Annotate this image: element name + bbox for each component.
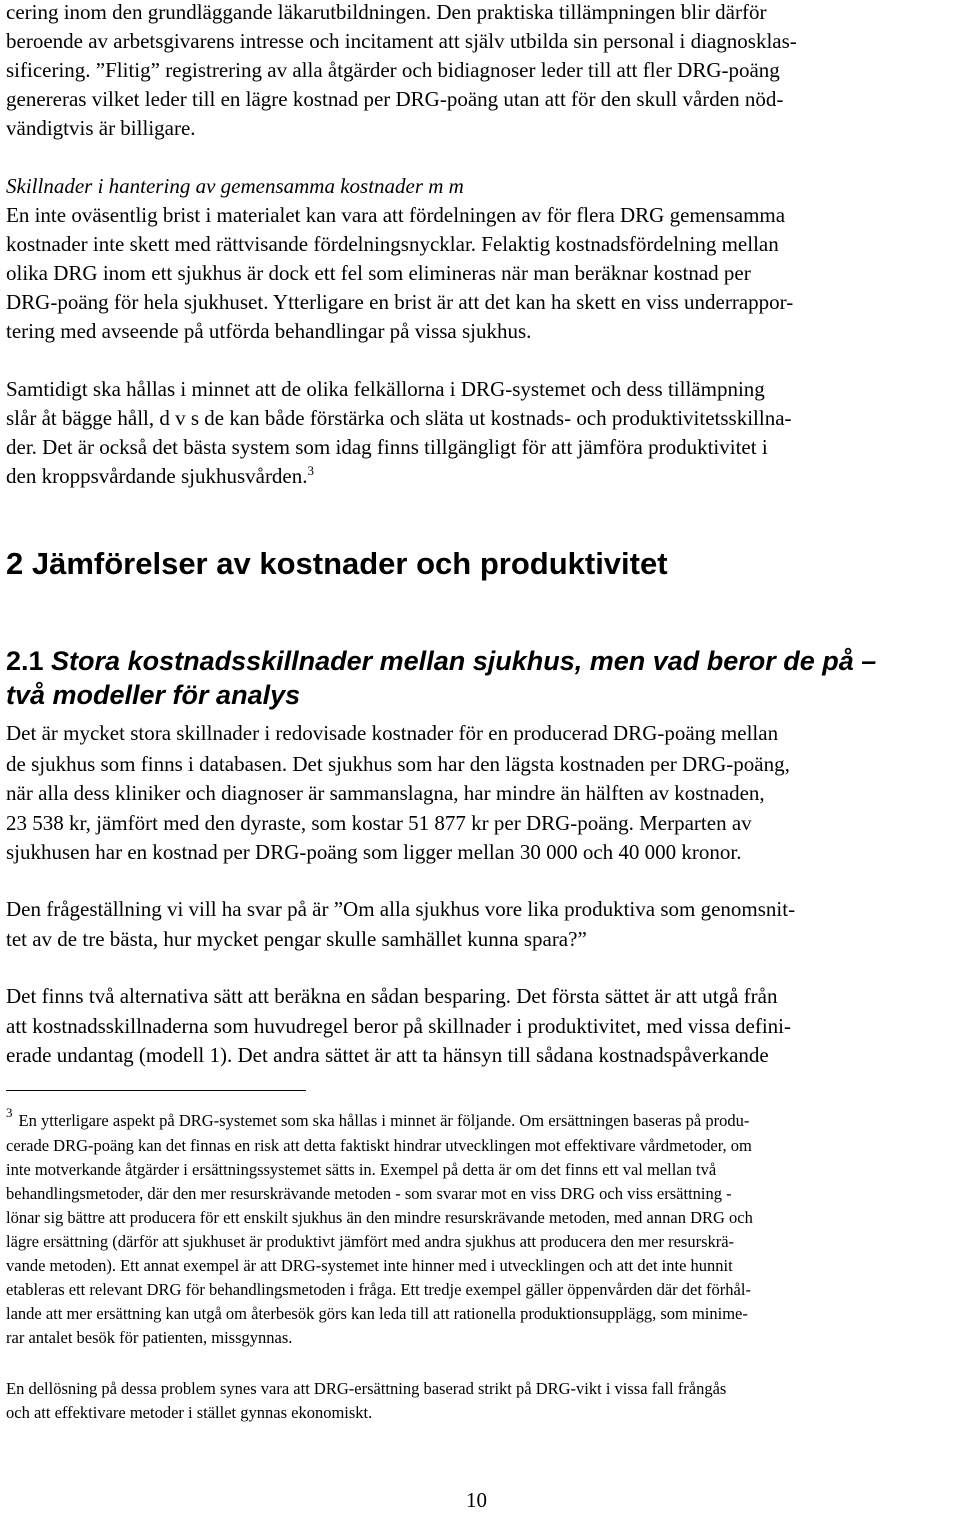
- text-line: erade undantag (modell 1). Det andra sättet är att ta hänsyn till sådana kostnadspåverkande: [6, 1043, 769, 1067]
- footnote-line: behandlingsmetoder, där den mer resurskrävande metoden - som svarar mot en viss DRG och viss ersättning -: [6, 1184, 732, 1203]
- footnote-line: [6, 1105, 750, 1133]
- text-line: tet av de tre bästa, hur mycket pengar skulle samhället kunna spara?”: [6, 927, 587, 951]
- footnote-line: etableras ett relevant DRG för behandlingsmetoden i fråga. Ett tredje exempel gäller öppenvården där det förhål-: [6, 1280, 751, 1299]
- footnote-line: rar antalet besök för patienten, missgynnas.: [6, 1328, 293, 1347]
- text-line: En inte oväsentlig brist i materialet kan vara att fördelningen av för flera DRG gemensamma: [6, 203, 786, 227]
- footnote-line: vande metoden). Ett annat exempel är att DRG-systemet inte hinner med i utvecklingen och att det inte hunnit: [6, 1256, 733, 1275]
- text-line: Den frågeställning vi vill ha svar på är ”Om alla sjukhus vore lika produktiva som genomsnit-: [6, 897, 796, 921]
- text-line: de sjukhus som finns i databasen. Det sjukhus som har den lägsta kostnaden per DRG-poäng,: [6, 752, 790, 776]
- footnote-line: och att effektivare metoder i stället gynnas ekonomiskt.: [6, 1403, 373, 1422]
- section-heading-line: [6, 645, 876, 677]
- footnote-line: lönar sig bättre att producera för ett enskilt sjukhus än den mindre resurskrävande metoden, med annan DRG och: [6, 1208, 753, 1227]
- text-line: genereras vilket leder till en lägre kostnad per DRG-poäng utan att för den skull vården nöd-: [6, 87, 784, 111]
- text-line: [6, 462, 314, 493]
- section-heading-2: 2 Jämförelser av kostnader och produktivitet: [6, 546, 668, 581]
- text-line: DRG-poäng för hela sjukhuset. Ytterligare en brist är att det kan ha skett en viss underrappor-: [6, 290, 794, 314]
- text-line: 23 538 kr, jämfört med den dyraste, som kostar 51 877 kr per DRG-poäng. Merparten av: [6, 811, 752, 835]
- text-line: sificering. ”Flitig” registrering av alla åtgärder och bidiagnoser leder till att fler DRG-poäng: [6, 58, 780, 82]
- text-line: att kostnadsskillnaderna som huvudregel beror på skillnader i produktivitet, med vissa defini-: [6, 1014, 791, 1038]
- text-line: när alla dess kliniker och diagnoser är sammanslagna, har mindre än hälften av kostnaden,: [6, 781, 765, 805]
- footnote-text: En ytterligare aspekt på DRG-systemet som ska hållas i minnet är följande. Om ersättningen baseras på produ-: [18, 1111, 750, 1130]
- text-line: vändigtvis är billigare.: [6, 116, 196, 140]
- text-line: kostnader inte skett med rättvisande fördelningsnycklar. Felaktig kostnadsfördelning mellan: [6, 232, 779, 256]
- footnote-reference[interactable]: 3: [307, 463, 315, 478]
- page-number: 10: [466, 1488, 487, 1512]
- text-line: Samtidigt ska hållas i minnet att de olika felkällorna i DRG-systemet och dess tillämpning: [6, 377, 765, 401]
- section-heading-line: två modeller för analys: [6, 680, 301, 710]
- text-line: slår åt bägge håll, d v s de kan både förstärka och släta ut kostnads- och produktivitetsskillna-: [6, 406, 792, 430]
- text-line: Det finns två alternativa sätt att beräkna en sådan besparing. Det första sättet är att utgå från: [6, 984, 778, 1008]
- text-line: tering med avseende på utförda behandlingar på vissa sjukhus.: [6, 319, 532, 343]
- footnote-marker: 3: [6, 1105, 13, 1120]
- text-line: der. Det är också det bästa system som idag finns tillgängligt för att jämföra produktivitet i: [6, 435, 768, 459]
- text-span: den kroppsvårdande sjukhusvården.: [6, 464, 308, 488]
- footnote-line: cerade DRG-poäng kan det finnas en risk att detta faktiskt hindrar utvecklingen mot effektivare vårdmetoder, om: [6, 1136, 752, 1155]
- text-line: Det är mycket stora skillnader i redovisade kostnader för en producerad DRG-poäng mellan: [6, 721, 779, 745]
- text-line: sjukhusen har en kostnad per DRG-poäng som ligger mellan 30 000 och 40 000 kronor.: [6, 840, 742, 864]
- text-line: olika DRG inom ett sjukhus är dock ett fel som elimineras när man beräknar kostnad per: [6, 261, 751, 285]
- section-number: 2.1: [6, 646, 44, 676]
- subheading-italic: Skillnader i hantering av gemensamma kostnader m m: [6, 174, 464, 198]
- text-line: beroende av arbetsgivarens intresse och incitament att själv utbilda sin personal i diagnosklas-: [6, 29, 797, 53]
- footnote-line: inte motverkande åtgärder i ersättningssystemet sätts in. Exempel på detta är om det finns ett val mellan två: [6, 1160, 717, 1179]
- footnote-separator: [6, 1090, 306, 1091]
- text-line: cering inom den grundläggande läkarutbildningen. Den praktiska tillämpningen blir därför: [6, 0, 767, 24]
- footnote-line: lägre ersättning (därför att sjukhuset är produktivt jämfört med andra sjukhus att producera den mer resurskrä-: [6, 1232, 735, 1251]
- section-title: Stora kostnadsskillnader mellan sjukhus, men vad beror de på –: [43, 646, 877, 676]
- footnote-line: En dellösning på dessa problem synes vara att DRG-ersättning baserad strikt på DRG-vikt i vissa fall frångås: [6, 1379, 727, 1398]
- footnote-line: lande att mer ersättning kan utgå om återbesök görs kan leda till att rationella produktionsupplägg, som minime-: [6, 1304, 748, 1323]
